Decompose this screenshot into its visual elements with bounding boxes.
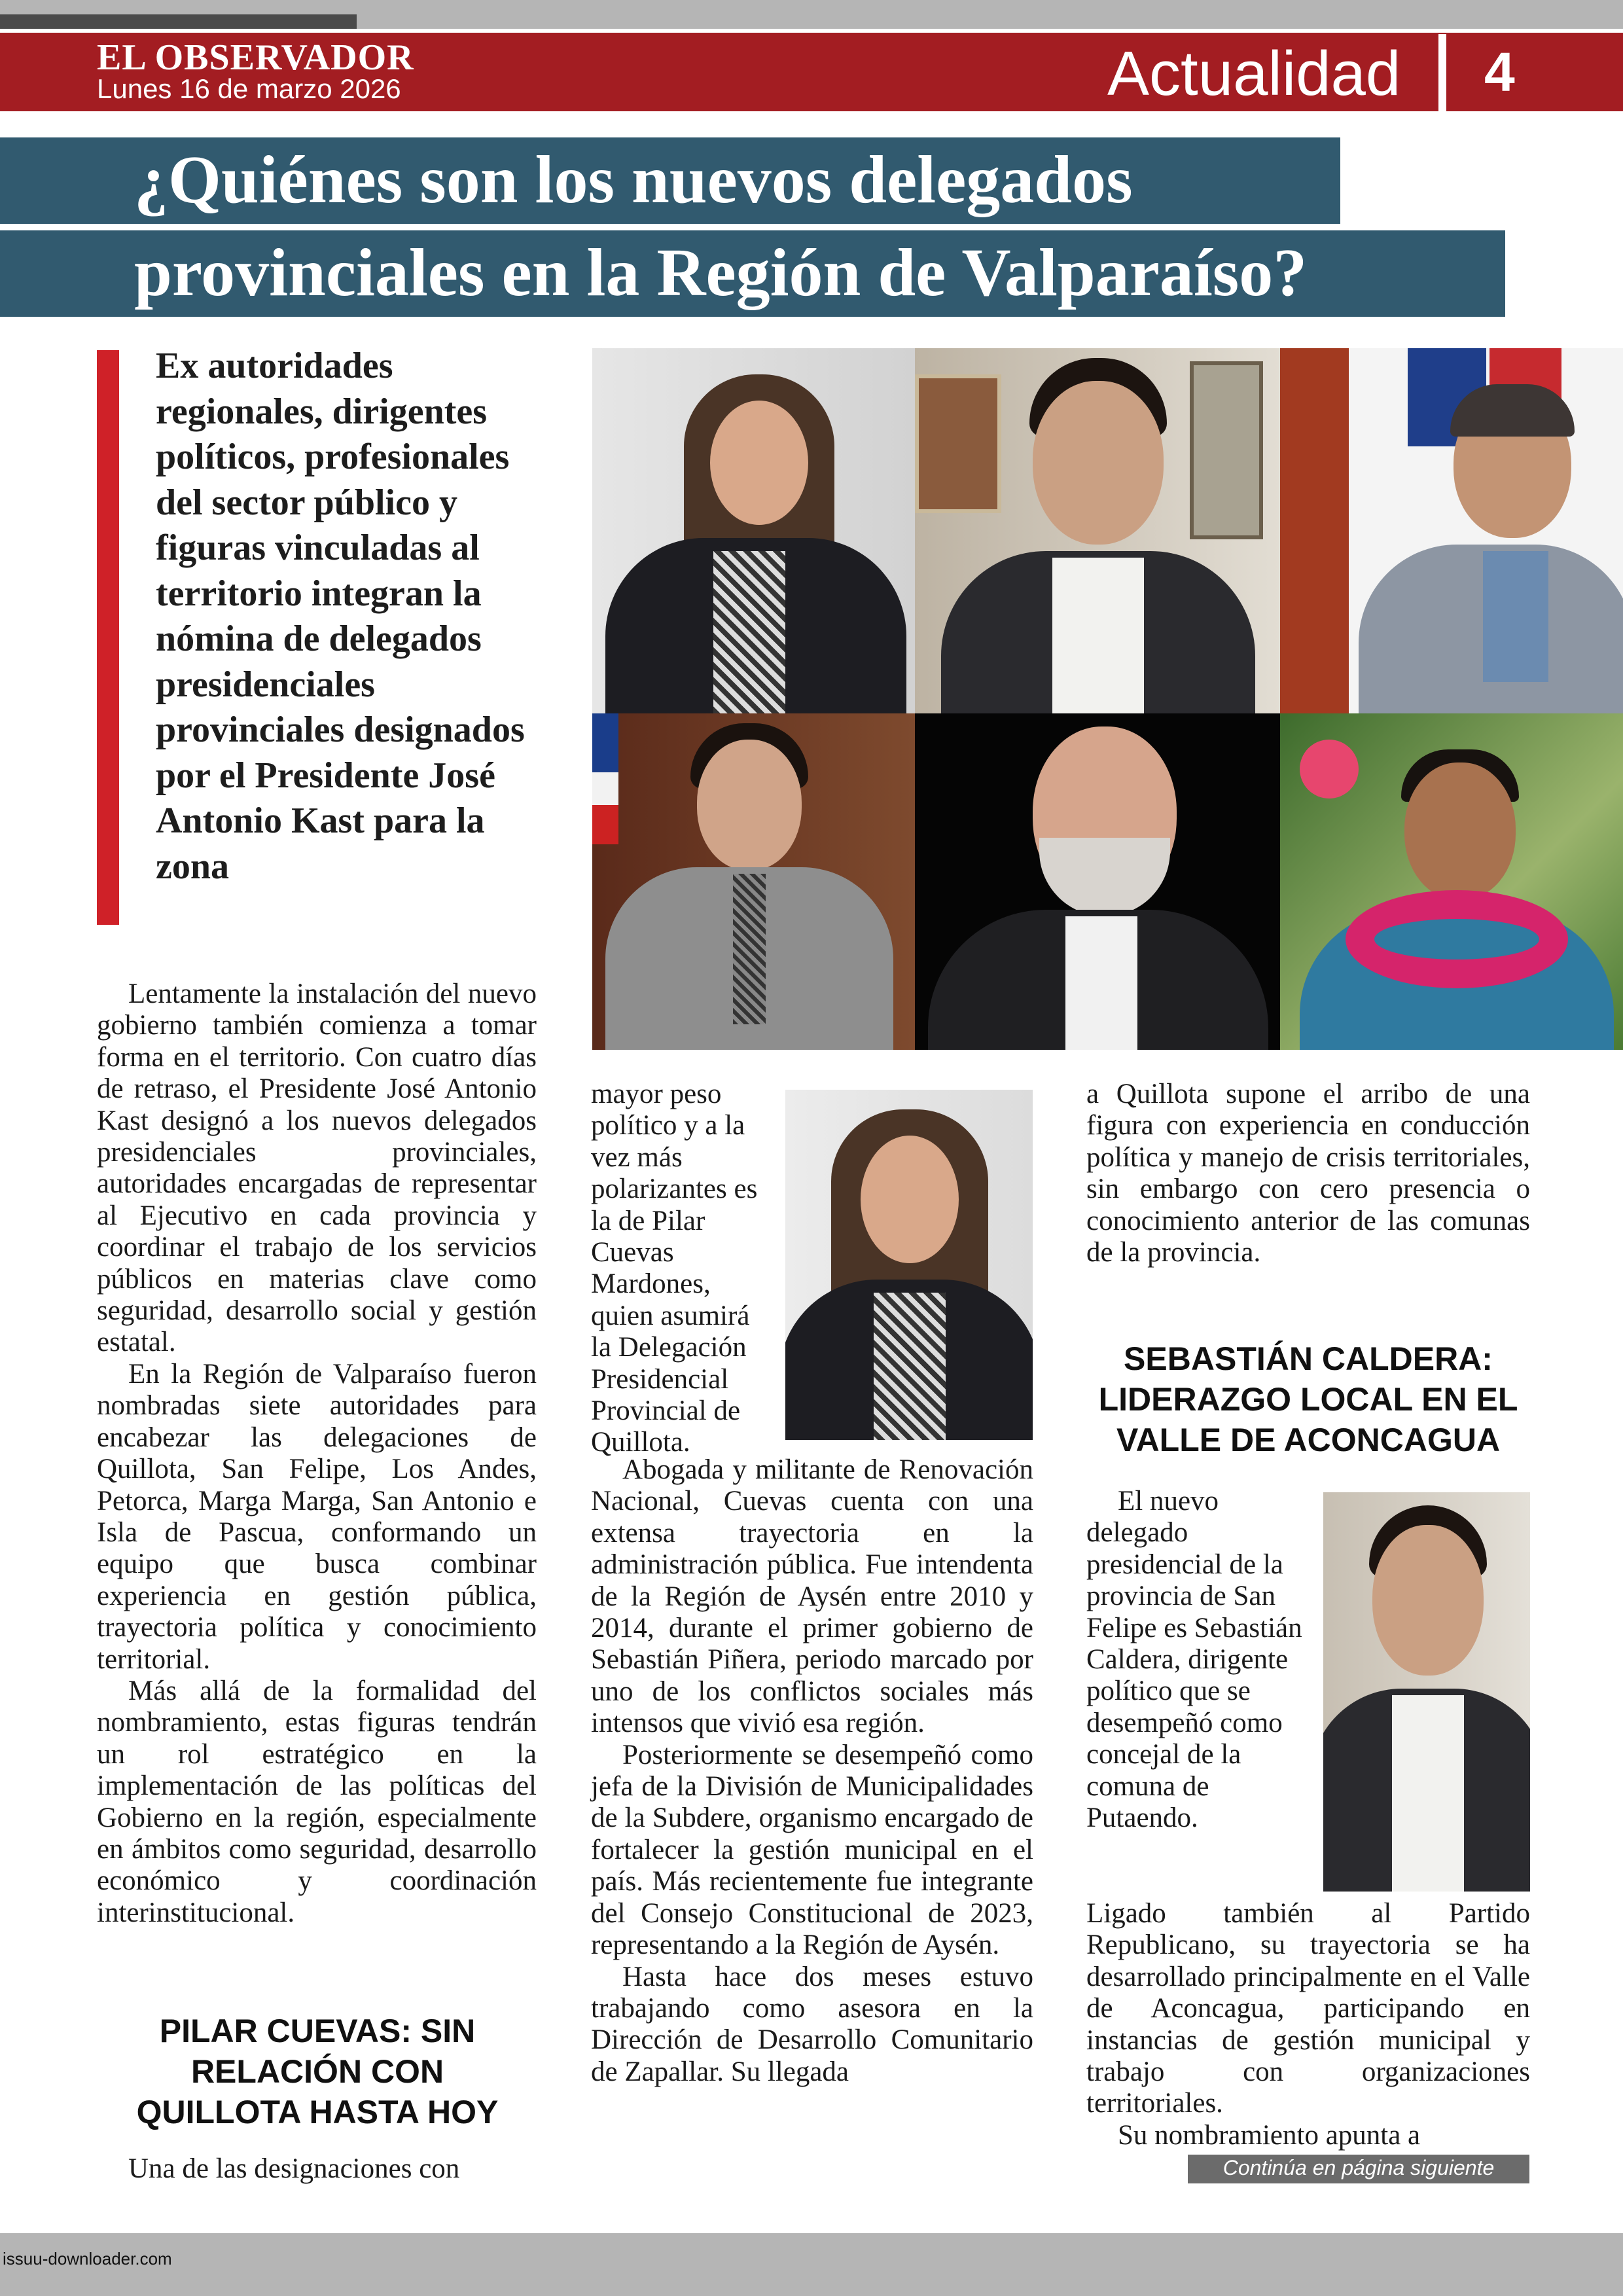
flowers [1300,740,1359,798]
paragraph: a Quillota supone el arribo de una figura con experiencia en conducción política y manejo de crisis territoriales, sin embargo con cero presencia o conocimiento anterior de las comunas de la provincia. [1086,1079,1530,1268]
shirt [1483,551,1548,682]
wall-frame [1190,361,1263,539]
paragraph: Su nombramiento apunta a [1118,2119,1421,2151]
face [697,740,802,870]
top-strip-accent [0,14,357,29]
inline-photo-pilar-cuevas [785,1090,1033,1440]
photo-collage [592,348,1623,1050]
photo-sebastian-caldera [915,348,1280,713]
paragraph: Más allá de la formalidad del nombramiento, estas figuras tendrán un rol estratégico en la implementación de las políticas del Gobierno en la región, especialmente en ámbitos como seguridad, desarrollo económico y coordinación interinstitucional. [97,1675,537,1928]
paragraph: Una de las designaciones con [128,2153,460,2184]
paper-name: EL OBSERVADOR [97,37,414,78]
face [861,1136,959,1263]
source-label: issuu-downloader.com [3,2249,172,2269]
face [1404,762,1516,900]
flag [592,713,618,844]
pattern-top [713,551,785,713]
beard [1039,838,1170,916]
face [1372,1525,1484,1676]
column-2 [591,1454,1033,2088]
paragraph: Posteriormente se desempeñó como jefa de la División de Municipalidades de la Subdere, organismo encargado de fortalecer la gestión municipal en el país. Más recientemente fue integrante del Consejo Constitucional de 2023, representando a la Región de Aysén. [591,1739,1033,1961]
lei [1346,890,1568,988]
subhead-sebastian-caldera: SEBASTIÁN CALDERA: LIDERAZGO LOCAL EN EL VALLE DE ACONCAGUA [1098,1340,1518,1458]
paragraph: mayor peso político y a la vez más polarizantes es la de Pilar Cuevas Mardones, quien asumirá la Delegación Presidencial Provincial de Quillota. [591,1079,758,1458]
column-3-top [1086,1079,1530,1268]
header-divider [1438,34,1446,111]
face [1033,381,1164,545]
paragraph: Ligado también al Partido Republicano, su trayectoria se ha desarrollado principalmente en el Valle de Aconcagua, participando en instancias de gestión municipal y trabajo con organizaciones territoriales. [1086,1898,1530,2119]
inline-photo-sebastian-caldera [1323,1492,1530,1892]
tie [733,874,766,1024]
paragraph: Abogada y militante de Renovación Nacional, Cuevas cuenta con una extensa trayectoria en la administración pública. Fue intendenta de la Región de Aysén entre 2010 y 2014, durante el primer gobierno de Sebastián Piñera, periodo marcado por uno de los conflictos sociales más intensos que vivió esa región. [591,1454,1033,1739]
page-number: 4 [1484,41,1515,103]
pattern-top [874,1293,946,1440]
paragraph: Hasta hace dos meses estuvo trabajando como asesora en la Dirección de Desarrollo Comunitario de Zapallar. Su llegada [591,1961,1033,2087]
photo-delegado-4 [592,713,915,1050]
lede-accent-bar [97,350,119,925]
column-3-wrap [1086,1486,1312,1834]
paragraph: El nuevo delegado presidencial de la provincia de San Felipe es Sebastián Caldera, dirigente político que se desempeñó como concejal de la comuna de Putaendo. [1086,1486,1302,1834]
photo-delegado-3 [1280,348,1623,713]
headline-line-1: ¿Quiénes son los nuevos delegados [134,142,1133,217]
continue-label[interactable]: Continúa en página siguiente [1222,2156,1495,2179]
shirt [1065,916,1137,1050]
column-1 [97,978,537,1929]
photo-delegado-5 [915,713,1280,1050]
column-3 [1086,1898,1530,2151]
column-1-tail [97,2153,537,2185]
paragraph: En la Región de Valparaíso fueron nombradas siete autoridades para encabezar las delegaciones de Quillota, San Felipe, Los Andes, Petorca, Marga Marga, San Antonio e Isla de Pascua, conformando un equipo que busca combinar experiencia en gestión pública, trayectoria política y conocimiento territorial. [97,1358,537,1675]
footer-bar [0,2233,1623,2296]
photo-pilar-cuevas [592,348,915,713]
face [710,401,808,525]
photo-delegado-6 [1280,713,1623,1050]
issue-date: Lunes 16 de marzo 2026 [97,73,401,104]
column-2-wrap [591,1079,776,1459]
paragraph: Lentamente la instalación del nuevo gobierno también comienza a tomar forma en el territorio. Con cuatro días de retraso, el Presidente José Antonio Kast designó a los nuevos delegados presidenciales provinciales, autoridades encargadas de representar al Ejecutivo en cada provincia y coordinar el trabajo de los servicios públicos en materias clave como seguridad, desarrollo social y gestión estatal. [97,978,537,1358]
wall-frame [915,374,1001,513]
shirt [1392,1695,1464,1892]
subhead-pilar-cuevas: PILAR CUEVAS: SIN RELACIÓN CON QUILLOTA HASTA HOY [136,2013,499,2130]
lede-text: Ex autoridades regionales, dirigentes políticos, profesionales del sector público y figuras vinculadas al territorio integran la nómina de delegados presidenciales provinciales designados por el Presidente José Antonio Kast para la zona [156,346,525,887]
shirt [1052,558,1144,713]
headline-line-2: provinciales en la Región de Valparaíso? [134,235,1308,310]
section-name: Actualidad [1107,39,1401,109]
